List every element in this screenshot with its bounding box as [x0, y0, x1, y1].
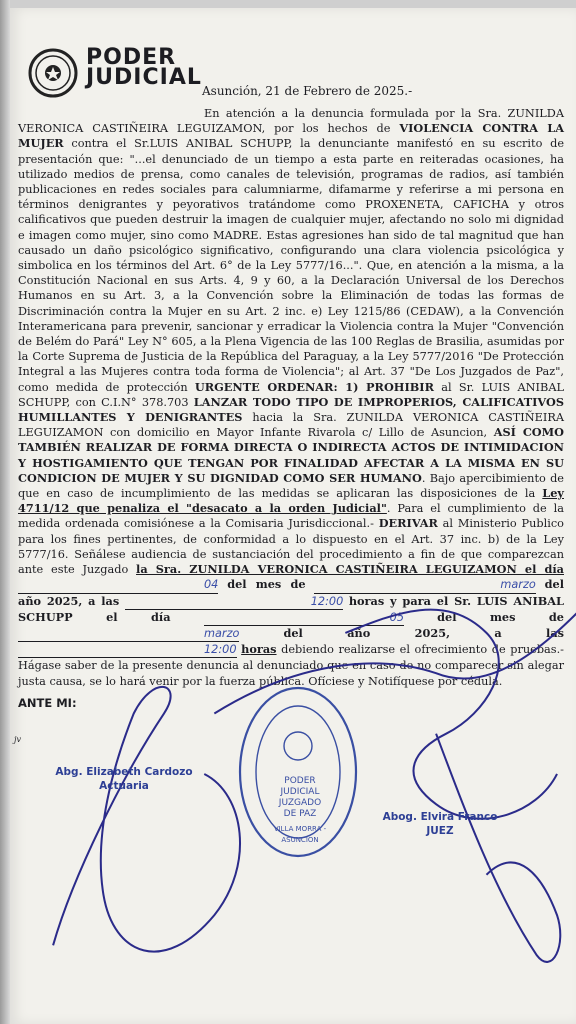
handwritten-day-1: 04 — [18, 577, 218, 593]
poder-judicial-seal-icon — [28, 48, 78, 98]
document-page — [10, 8, 576, 1024]
seal-text — [268, 776, 332, 846]
bold-segment: DERIVAR — [378, 516, 438, 531]
org-line-2: JUDICIAL — [86, 65, 202, 90]
juez-name: Abog. Elvira Franco — [382, 811, 498, 823]
handwritten-hour-2: 12:00 — [18, 642, 237, 658]
org-line-1: PODER — [86, 45, 177, 70]
handwritten-hour-1: 12:00 — [125, 594, 344, 610]
seal-bottom-text: VILLA MORRA - ASUNCION — [273, 825, 327, 844]
bold-segment: del mes de — [227, 577, 306, 592]
text-segment: al Ministerio Publico para los fines pertinentes, de conformidad a lo dispuesto en el Art. 37 inc. b) de la Ley 5777/16. Señálese audiencia de sustanciación del procedimiento a fin de que comparezcan ante este Juzgado — [18, 517, 564, 577]
initials: jv — [14, 735, 21, 744]
juez-role: JUEZ — [426, 825, 454, 837]
text-segment: . Para el cumplimiento de la medida ordenada comisiónese a la Comisaria Jurisdiccional.- — [18, 502, 564, 531]
bold-underlined-segment: la Sra. ZUNILDA VERONICA CASTIÑEIRA LEGUIZAMON el día — [136, 562, 564, 577]
resolution-body — [18, 106, 564, 689]
seal-top-text: PODER JUDICIAL — [280, 776, 320, 797]
bold-segment: horas y para el Sr. LUIS ANIBAL SCHUPP el día — [18, 593, 564, 624]
handwritten-day-2: 05 — [204, 610, 404, 626]
bold-underlined-segment: Ley 4711/12 que penaliza el "desacato a la orden Judicial" — [18, 486, 564, 516]
bold-underlined-segment: horas — [241, 642, 277, 657]
text-segment: debiendo realizarse el ofrecimiento de pruebas.- Hágase saber de la presente denuncia al denunciado que en caso de no comparecer sin alegar justa causa, se lo hará venir por la fuerza pública. Ofíciese y Notifíquese por cédula. — [18, 643, 564, 688]
bold-segment: del año 2025, a las — [18, 577, 565, 608]
actuaria-role: Actuaria — [99, 780, 149, 792]
handwritten-month-2: marzo — [18, 626, 239, 642]
bold-segment: VIOLENCIA CONTRA LA MUJER — [18, 121, 564, 151]
bold-segment: URGENTE ORDENAR: 1) PROHIBIR — [194, 379, 434, 394]
text-segment: En atención a la denuncia formulada por la Sra. ZUNILDA VERONICA CASTIÑEIRA LEGUIZAMON, por los hechos de — [18, 107, 564, 136]
resolution-paragraph — [18, 106, 564, 689]
page-fold-shadow — [0, 0, 10, 1024]
bold-segment: ASÍ COMO TAMBIÉN REALIZAR DE FORMA DIRECTA O INDIRECTA ACTOS DE INTIMIDACION Y HOSTIGAMIENTO QUE TENGAN POR FINALIDAD AFECTAR A LA MISMA EN SU CONDICION DE MUJER Y SU DIGNIDAD COMO SER HUMANO — [18, 425, 564, 485]
actuaria-stamp — [54, 765, 194, 793]
juez-stamp — [370, 810, 510, 838]
seal-center-line-1: JUZGADO — [278, 798, 322, 808]
bold-segment: del año 2025, a las — [283, 625, 565, 640]
text-segment: contra el Sr.LUIS ANIBAL SCHUPP, la denunciante manifestó en su escrito de presentación que: "...el denunciado de un tiempo a esta parte en reiteradas ocasiones, ha utilizado medios de prensa, como canales de televisión, programas de radios, así también publicaciones en redes sociales para calumniarme, difamarme y referirse a mi persona en términos denigrantes y peyorativos tratándome como PROXENETA, CAFICHA y otros calificativos que pueden destruir la imagen de cualquier mujer, afectando no solo mi dignidad e imagen como mujer, sino como MADRE. Estas agresiones han sido de tal magnitud que han causado un daño psicológico significativo, configurando una clara violencia psicológica y simbolica en los términos del Art. 6° de la Ley 5777/16...". Que, en atención a la misma, a la Constitución Nacional en sus Arts. 4, 9 y 60, a la Declaración Universal de los Derechos Humanos en su Art. 3, a la Convención sobre la Eliminación de todas las formas de Discriminación contra la Mujer en su Art. 2 inc. e) Ley 1215/86 (CEDAW), a la Convención Interamericana para prevenir, sancionar y erradicar la Violencia contra la Mujer "Convención de Belém do Pará" Ley N° 605, a la Plena Vigencia de las 100 Reglas de Brasilia, asumidas por la Corte Suprema de Justicia de la República del Paraguay, a la Ley 5777/2016 "De Protección Integral a las Mujeres contra toda forma de Violencia"; al Art. 37 "De Los Juzgados de Paz", como medida de protección — [18, 137, 564, 394]
bold-segment: LANZAR TODO TIPO DE IMPROPERIOS, CALIFICATIVOS HUMILLANTES Y DENIGRANTES — [18, 394, 564, 425]
document-date: Asunción, 21 de Febrero de 2025.- — [202, 84, 413, 98]
seal-center-line-2: DE PAZ — [283, 809, 317, 819]
text-segment: . Bajo apercibimiento de que en caso de incumplimiento de las medidas se aplicaran las disposiciones de la — [18, 471, 564, 501]
text-segment: hacia la Sra. ZUNILDA VERONICA CASTIÑEIRA LEGUIZAMON con domicilio en Mayor Infante Rivarola c/ Lillo de Asuncion, — [18, 411, 564, 440]
bold-segment: del mes de — [437, 609, 564, 624]
organization-name — [86, 45, 202, 90]
text-segment: al Sr. LUIS ANIBAL SCHUPP, con C.I.N° 378.703 — [18, 380, 564, 409]
handwritten-month-1: marzo — [314, 577, 535, 593]
actuaria-name: Abg. Elizabeth Cardozo — [55, 766, 193, 778]
ante-mi-label: ANTE MI: — [18, 696, 77, 710]
